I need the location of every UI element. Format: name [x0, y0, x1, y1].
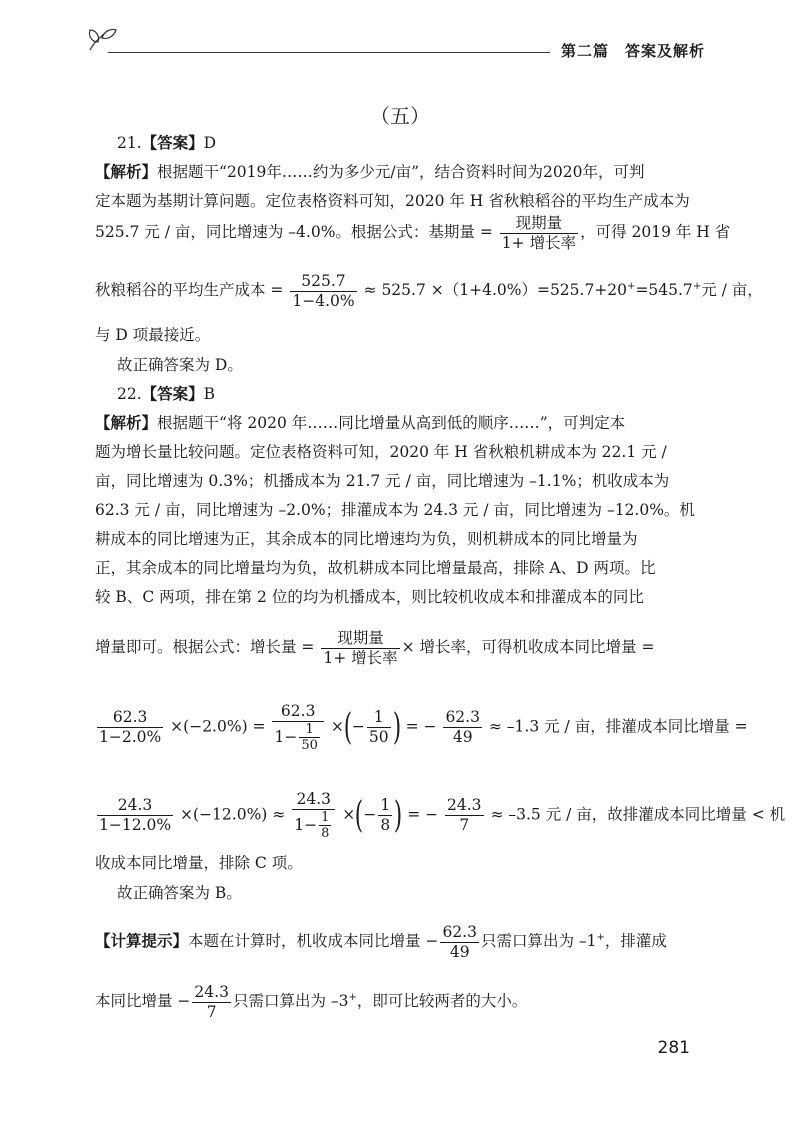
- q22-analysis-line-2: 题为增长量比较问题。定位表格资料可知，2020 年 H 省秋粮机耕成本为 22.1 元 /: [95, 443, 667, 461]
- q22-analysis-line-8: 增量即可。根据公式：增长量 = $\frac{\text{现期量}}{\text{1+ 增长率}}$ × 增长率，可得机收成本同比增量 =: [95, 628, 655, 667]
- formula-base-fraction: $\frac{\text{现期量}}{\text{1+ 增长率}}$: [501, 213, 577, 252]
- q21-answer-line: [117, 133, 727, 153]
- q21-conclusion: 故正确答案为 D。: [117, 356, 243, 374]
- q21-analysis-line-3: 525.7 元 / 亩，同比增速为 –4.0%。根据公式：基期量 = $\frac{\text{现期量}}{\text{1+ 增长率}}$ ，可得 2019 年 H 省: [95, 213, 731, 252]
- q21-analysis-line-2: 定本题为基期计算问题。定位表格资料可知，2020 年 H 省秋粮稻谷的平均生产成本为: [95, 192, 690, 210]
- q22-analysis-line-5: 耕成本的同比增速为正，其余成本的同比增速均为负，则机耕成本的同比增量为: [95, 530, 638, 548]
- q22-analysis-line-3: 亩，同比增速为 0.3%；机播成本为 21.7 元 / 亩，同比增速为 –1.1%；机收成本为: [95, 472, 670, 490]
- q22-answer-tag: 【答案】: [141, 385, 204, 403]
- q22-analysis-line-9: 收成本同比增量，排除 C 项。: [95, 854, 303, 872]
- leaf-icon: [86, 26, 120, 52]
- page-number: 281: [657, 1038, 690, 1058]
- running-header: 第二篇 答案及解析: [560, 42, 705, 60]
- q22-answer-line: [117, 384, 727, 404]
- q22-analysis-line-6: 正，其余成本的同比增量均为负，故机耕成本同比增量最高，排除 A、D 两项。比: [95, 559, 656, 577]
- equation-harvest-cost: $\frac{62.3}{1-2.0\%}$ ×(−2.0%) = 62.3 1− $\frac{1}{50}$ ×(− $\frac{1}{50}$ ) = − $\frac{62.3}{49}$ ≈ –1.3 元 / 亩，排灌成本同比增量 =: [99, 702, 748, 753]
- header-rule: [108, 52, 550, 53]
- q21-analysis-tag: 【解析】: [95, 163, 158, 181]
- q22-analysis-line-1: 【解析】根据题干“将 2020 年……同比增量从高到低的顺序……”，可判定本: [95, 414, 626, 432]
- q22-analysis-line-7: 较 B、C 两项，排在第 2 位的均为机播成本，则比较机收成本和排灌成本的同比: [95, 588, 644, 606]
- q22-conclusion: 故正确答案为 B。: [117, 884, 242, 902]
- calc-tip-tag: 【计算提示】: [95, 932, 189, 951]
- calc-tip-line-2: 本同比增量 − $\frac{24.3}{7}$ 只需口算出为 –3+，即可比较两者的大小。: [95, 982, 528, 1021]
- q21-analysis-line-4: 秋粮稻谷的平均生产成本 = $\frac{525.7}{1-4.0\%}$ ≈ 525.7 ×（1+4.0%）=525.7+20+=545.7+元 / 亩，: [95, 271, 763, 310]
- section-title: （五）: [370, 104, 430, 128]
- q22-analysis-tag: 【解析】: [95, 414, 158, 432]
- q21-answer: D: [203, 134, 217, 152]
- q21-answer-tag: 【答案】: [141, 134, 204, 152]
- q22-analysis-line-4: 62.3 元 / 亩，同比增速为 –2.0%；排灌成本为 24.3 元 / 亩，同比增速为 –12.0%。机: [95, 501, 695, 519]
- q21-label: 21.: [117, 134, 142, 152]
- q22-answer: B: [203, 385, 216, 403]
- calc-tip-line-1: 【计算提示】本题在计算时，机收成本同比增量 − $\frac{62.3}{49}$ 只需口算出为 –1+，排灌成: [95, 922, 667, 961]
- q21-analysis-line-1: 【解析】根据题干“2019年……约为多少元/亩”，结合资料时间为2020年，可判: [95, 163, 645, 181]
- q21-analysis-line-5: 与 D 项最接近。: [95, 326, 211, 344]
- q22-label: 22.: [117, 385, 142, 403]
- equation-irrigation-cost: $\frac{24.3}{1-12.0\%}$ ×(−12.0%) ≈ 24.3 1− $\frac{1}{8}$ ×(− $\frac{1}{8}$ ) = − $\frac{24.3}{7}$ ≈ –3.5 元 / 亩，故排灌成本同比增量 < 机: [99, 790, 786, 841]
- base-cost-fraction: $\frac{525.7}{1-4.0\%}$: [292, 271, 355, 310]
- formula-increase-fraction: $\frac{\text{现期量}}{\text{1+ 增长率}}$: [323, 628, 398, 667]
